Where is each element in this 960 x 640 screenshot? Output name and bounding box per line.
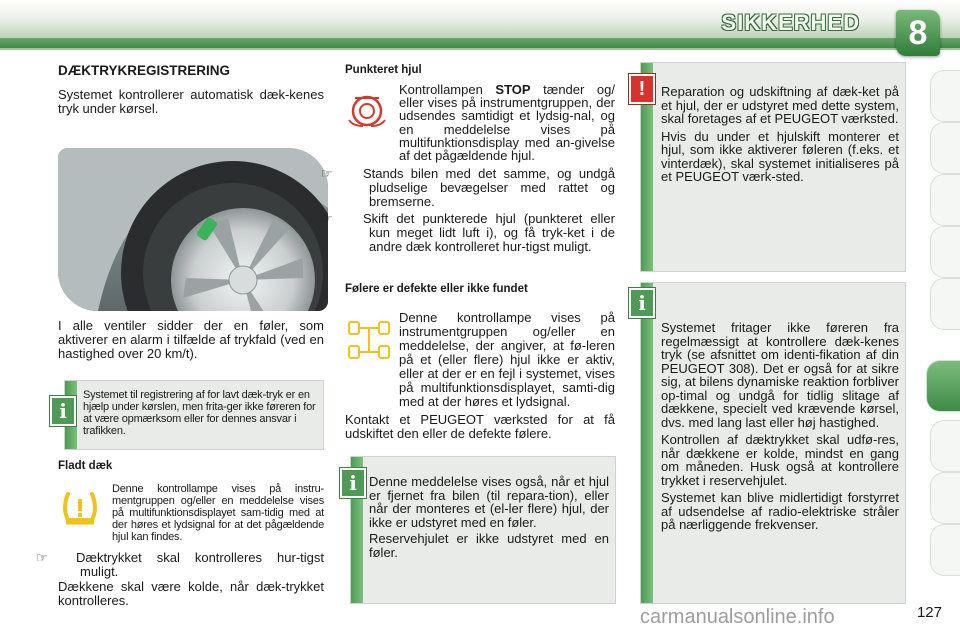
warning-box-text [661, 85, 899, 184]
info-box-left [64, 380, 324, 450]
watermark: carmanualsonline.info [640, 606, 835, 628]
bullet-hand-icon: ☞ [36, 550, 48, 565]
chapter-tab[interactable] [930, 174, 960, 226]
stop-label: STOP [495, 82, 531, 97]
valve-text [58, 319, 324, 361]
info-right-p3: Systemet kan blive midlertidigt forstyrret af udsendelse af radio-elektriske stråler på nærliggende frekvenser. [661, 490, 899, 532]
sensor-paragraph: Denne kontrollampe vises på instrumentgruppen og/eller en meddelelse, der angiver, at fø-leren på et (eller flere) hjul ikke er aktiv, eller at der er en fejl i systemet, vises på multifunktionsdisplayet, samti-dig med at der høres et lydsignal. [399, 310, 615, 409]
warning-icon: ! [629, 74, 655, 104]
warning-box-right [640, 62, 906, 272]
punctured-text-pre: Kontrollampen [399, 82, 496, 97]
flat-tire-text: Denne kontrollampe vises på instru-mentgruppen og/eller en meddelelse vises på multifunktionsdisplayet sam-tidig med at der høres et lydsignal for at det pågældende hjul kan findes. [112, 483, 324, 543]
punctured-bullet-2: Skift det punkterede hjul (punkteret eller kun meget lidt luft i), og få tryk-ket i de andre dæk kontrolleret hur-tigst muligt. [363, 211, 615, 254]
punctured-text-post: tænder og/ eller vises på instrumentgruppen, der udsendes samtidigt et lydsig-nal, og en meddelelse vises på multifunktionsdisplay med an-givelse af det pågældende hjul. [399, 82, 615, 164]
chapter-tab[interactable] [930, 122, 960, 174]
punctured-bullet-1: Stands bilen med det samme, og undgå pludselige bevægelser med rattet og bremserne. [363, 166, 615, 209]
valve-paragraph: I alle ventiler sidder der en føler, som aktiverer en alarm i tilfælde af trykfald (ved en hastighed over 20 km/t). [58, 318, 324, 361]
intro-text [58, 88, 324, 116]
chapter-tab[interactable] [930, 420, 960, 472]
tire-valve-photo [58, 148, 328, 311]
flat-tire-note-text: Dækkene skal være kolde, når dæk-trykket kontrolleres. [58, 579, 324, 608]
flat-tire-bullet [36, 550, 324, 579]
chapter-number: 8 [896, 10, 940, 56]
info-box-right [640, 282, 906, 604]
bullet-hand-icon: ☞ [321, 211, 333, 226]
tire-pressure-warning-icon [60, 490, 100, 526]
warning-p1: Reparation og udskiftning af dæk-ket på et hjul, der er udstyret med dette system, skal foretages af et PEUGEOT værksted. [661, 84, 899, 126]
chapter-tab[interactable] [930, 278, 960, 330]
info-icon: i [629, 288, 655, 318]
punctured-bullets [321, 166, 615, 254]
info-icon: i [50, 396, 76, 426]
info-middle-p2: Reservehjulet er ikke udstyret med en føler. [369, 531, 609, 560]
intro-paragraph: Systemet kontrollerer automatisk dæk-kenes tryk under kørsel. [58, 87, 324, 116]
info-box-bar [641, 283, 653, 603]
flat-tire-bullet-text: Dæktrykket skal kontrolleres hur-tigst muligt. [76, 550, 324, 579]
page-header [0, 0, 960, 50]
info-box-right-text [661, 321, 899, 532]
flat-tire-heading: Fladt dæk [58, 460, 113, 472]
punctured-heading: Punkteret hjul [345, 64, 422, 76]
sensor-heading: Følere er defekte eller ikke fundet [345, 283, 528, 295]
wheel-illustration [58, 148, 328, 311]
info-right-p2: Kontrollen af dæktrykket skal udfø-res, når dækkene er kolde, mindst en gang om måneden. Husk også at kontrollere trykket i reservehjulet. [661, 432, 899, 488]
chapter-tab-active[interactable] [926, 360, 960, 412]
chapter-tabs [930, 70, 960, 615]
chapter-tab[interactable] [930, 524, 960, 576]
info-icon: i [340, 468, 366, 498]
info-box-middle-text [369, 475, 609, 559]
chapter-title: SIKKERHED [721, 10, 860, 35]
sensor-contact: Kontakt et PEUGEOT værksted for at få udskiftet den eller de defekte følere. [345, 412, 615, 441]
bullet-hand-icon: ☞ [321, 166, 333, 181]
info-box-middle [350, 456, 616, 604]
chapter-tab[interactable] [930, 472, 960, 524]
warning-p2: Hvis du under et hjulskift monterer et hjul, som ikke aktiverer føleren (f.eks. et vinterdæk), skal systemet initialiseres på et PEUGEOT værk-sted. [661, 128, 899, 184]
chapter-tab[interactable] [930, 70, 960, 122]
info-box-text: Systemet til registrering af for lavt dæk-tryk er en hjælp under kørslen, men frita-ger ikke føreren for at være opmærksom eller for dennes ansvar i trafikken. [83, 389, 316, 437]
chapter-tab[interactable] [930, 226, 960, 278]
page-number: 127 [916, 604, 942, 621]
header-band [0, 38, 960, 48]
info-middle-p1: Denne meddelelse vises også, når et hjul er fjernet fra bilen (til repara-tion), eller når der monteres et (el-ler flere) hjul, der ikke er udstyret med en føler. [369, 474, 609, 530]
stop-tire-icon [345, 90, 389, 130]
sensor-text [345, 311, 615, 441]
section-heading: DÆKTRYKREGISTRERING [58, 63, 231, 78]
punctured-text [399, 83, 615, 162]
flat-tire-note [58, 580, 324, 608]
info-right-p1: Systemet fritager ikke føreren fra regelmæssigt at kontrollere dæk-kenes tryk (se afsnittet om identi-fikation af din PEUGEOT 308). Det er også for at sikre sig, at bilens dynamiske reaktion forbliver op-timal og undgå for tidlig slitage af dækkene, specielt ved krævende kørsel, dvs. med lang last eller høj hastighed. [661, 320, 899, 430]
